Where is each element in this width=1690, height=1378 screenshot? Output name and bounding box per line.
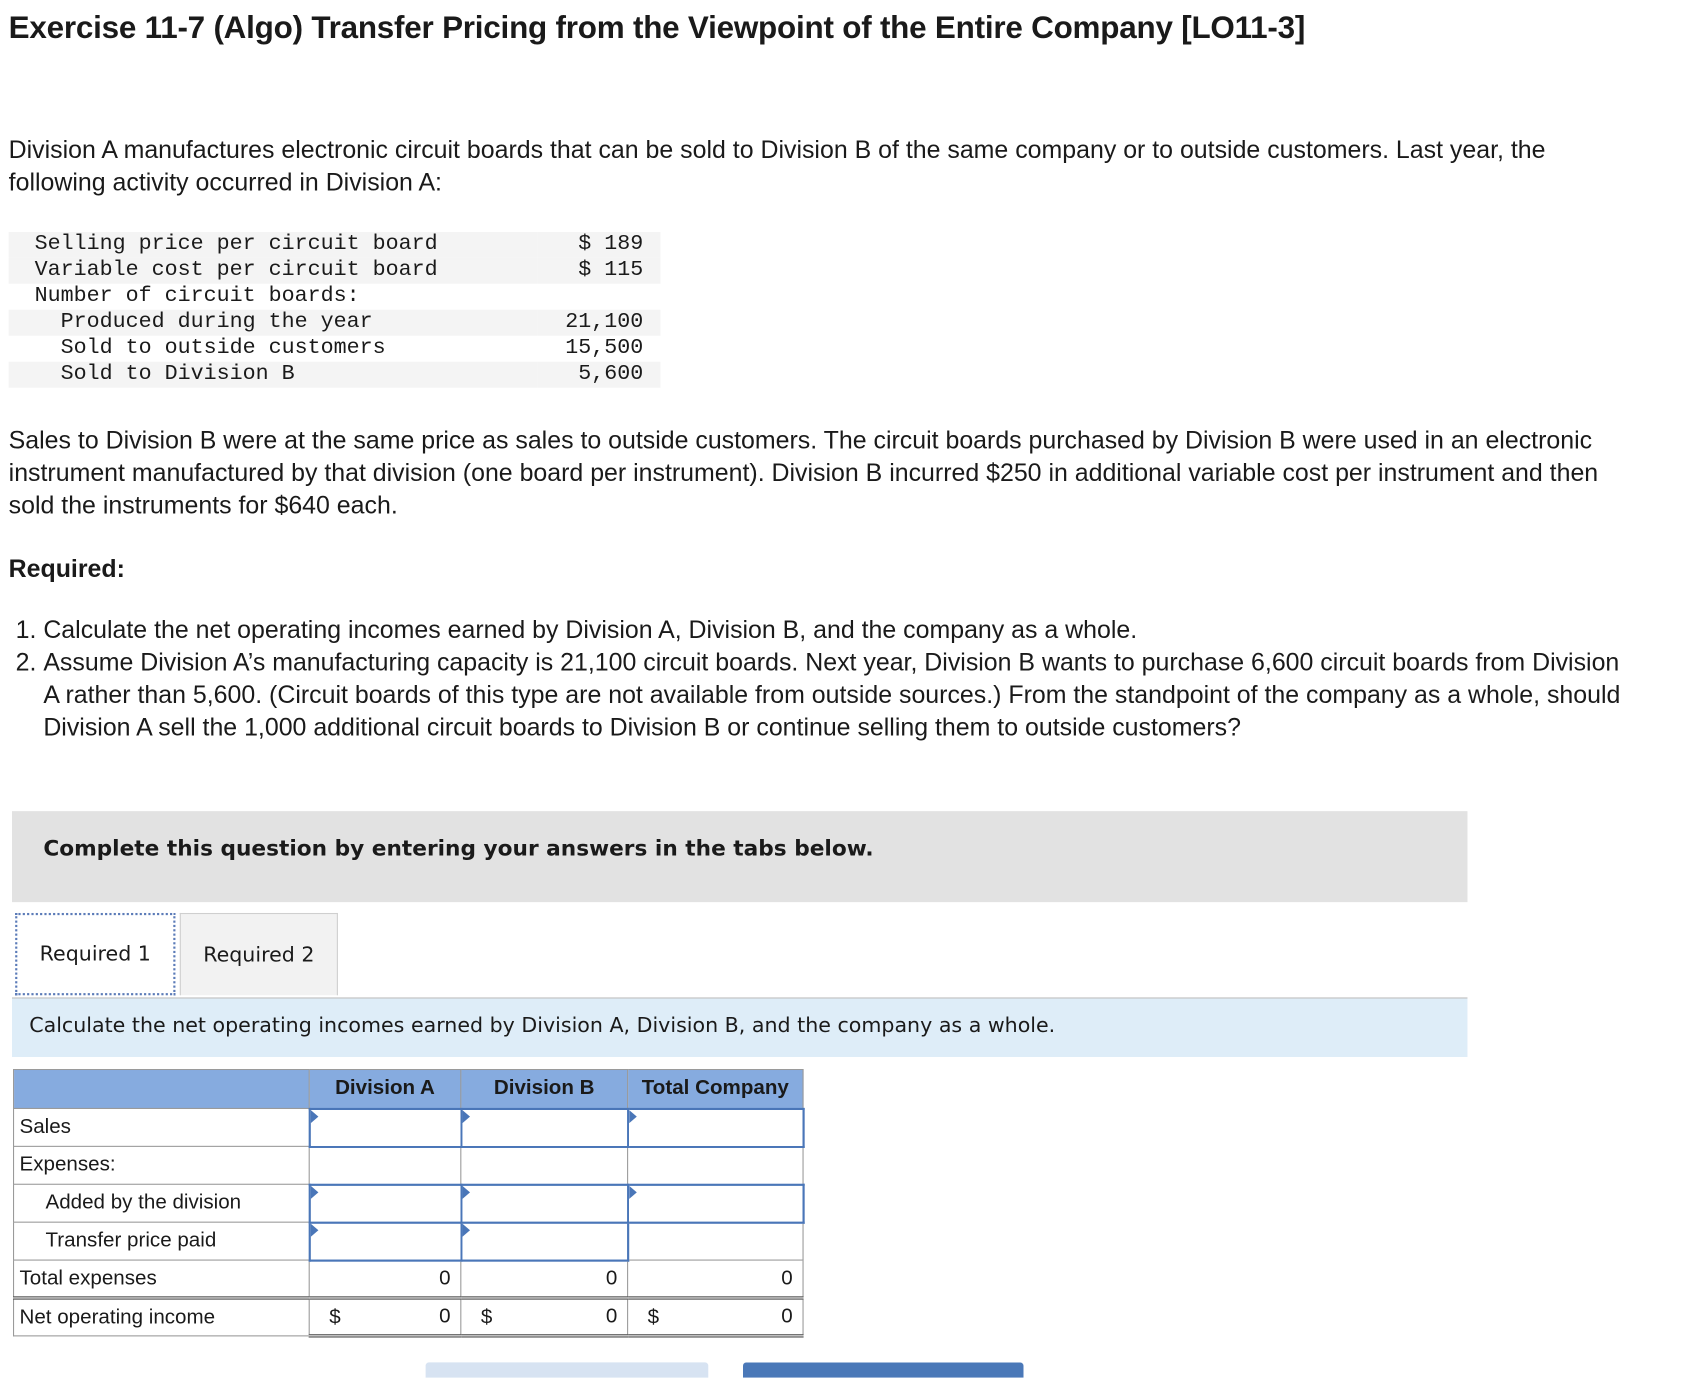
- tab-required-2[interactable]: Required 2: [180, 913, 338, 995]
- header-division-a: Division A: [309, 1069, 461, 1108]
- header-division-b: Division B: [461, 1069, 628, 1108]
- number-of-boards-label: Number of circuit boards:: [34, 283, 360, 309]
- net-income-division-a-value: 0: [439, 1305, 451, 1328]
- tab-instruction: [12, 999, 1468, 1057]
- row-label-net-income: Net operating income: [14, 1298, 310, 1336]
- row-label-added: Added by the division: [14, 1184, 310, 1222]
- total-expenses-division-b: 0: [461, 1260, 628, 1298]
- variable-cost-value: $ 115: [537, 258, 660, 284]
- previous-button[interactable]: [426, 1362, 709, 1377]
- scenario-paragraph: Sales to Division B were at the same price as sales to outside customers. The circuit boards purchased by Division B were used in an electronic instrument manufactured by that division (one board per instrument). Division B incurred $250 in additional variable cost per instrument and then sold the instruments for $640 each.: [8, 425, 1599, 519]
- sold-division-b-label: Sold to Division B: [9, 362, 538, 388]
- sold-division-b-value: 5,600: [537, 362, 660, 388]
- next-button[interactable]: [743, 1362, 1023, 1377]
- produced-value: 21,100: [537, 310, 660, 336]
- activity-table: [9, 232, 661, 388]
- transfer-division-a-input[interactable]: [309, 1222, 461, 1260]
- row-label-transfer: Transfer price paid: [14, 1222, 310, 1260]
- net-income-company-value: 0: [781, 1305, 793, 1328]
- requirement-2: 2. Assume Division A’s manufacturing capacity is 21,100 circuit boards. Next year, Division B wants to purchase 6,600 circuit boards from Division A rather than 5,600. (Circuit boards of this type are not available from outside sources.) From the standpoint of the company as a whole, should Division A sell the 1,000 additional circuit boards to Division B or continue selling them to outside customers?: [43, 645, 1635, 742]
- produced-label: Produced during the year: [9, 310, 538, 336]
- added-total-input[interactable]: [628, 1184, 803, 1222]
- sales-division-b-input[interactable]: [461, 1108, 628, 1146]
- sales-total-input[interactable]: [628, 1108, 803, 1146]
- net-income-division-b-value: 0: [605, 1305, 618, 1328]
- selling-price-value: $ 189: [537, 232, 660, 258]
- intro-paragraph: Division A manufactures electronic circuit boards that can be sold to Division B of the same company or to outside customers. Last year, the following activity occurred in Division A:: [8, 135, 1546, 197]
- selling-price-label: Selling price per circuit board: [9, 232, 538, 258]
- sold-outside-label: Sold to outside customers: [60, 335, 386, 361]
- banner-text: Complete this question by entering your answers in the tabs below.: [43, 834, 874, 861]
- added-division-b-input[interactable]: [461, 1184, 628, 1222]
- total-expenses-division-a: 0: [309, 1260, 461, 1298]
- currency-symbol: $: [329, 1306, 341, 1329]
- added-division-a-input[interactable]: [309, 1184, 461, 1222]
- net-income-division-a: [309, 1298, 461, 1336]
- page-title: Exercise 11-7 (Algo) Transfer Pricing from the Viewpoint of the Entire Company [LO11-3]: [8, 10, 1306, 46]
- transfer-division-b-input[interactable]: [461, 1222, 628, 1260]
- row-label-total-expenses: Total expenses: [14, 1260, 310, 1298]
- required-heading: Required:: [8, 554, 125, 583]
- instructions-banner: [12, 811, 1468, 902]
- currency-symbol: $: [647, 1306, 660, 1329]
- tab-required-1[interactable]: Required 1: [15, 913, 175, 995]
- sales-division-a-input[interactable]: [309, 1108, 461, 1146]
- sold-outside-value: 15,500: [565, 335, 644, 361]
- requirements-list: [0, 613, 1635, 743]
- net-income-division-b: [461, 1298, 628, 1336]
- net-income-company: [628, 1298, 803, 1336]
- header-total-company: Total Company: [628, 1069, 803, 1108]
- net-income-table: [13, 1069, 804, 1338]
- requirement-1: 1. Calculate the net operating incomes earned by Division A, Division B, and the company as a whole.: [43, 613, 1635, 645]
- currency-symbol: $: [480, 1306, 493, 1329]
- tab-instruction-text: Calculate the net operating incomes earned by Division A, Division B, and the company as a whole.: [29, 1013, 1056, 1038]
- variable-cost-label: Variable cost per circuit board: [9, 258, 538, 284]
- total-expenses-company: 0: [628, 1260, 803, 1298]
- row-label-expenses: Expenses:: [14, 1146, 310, 1184]
- row-label-sales: Sales: [14, 1108, 310, 1146]
- tab-bar: [12, 913, 1468, 999]
